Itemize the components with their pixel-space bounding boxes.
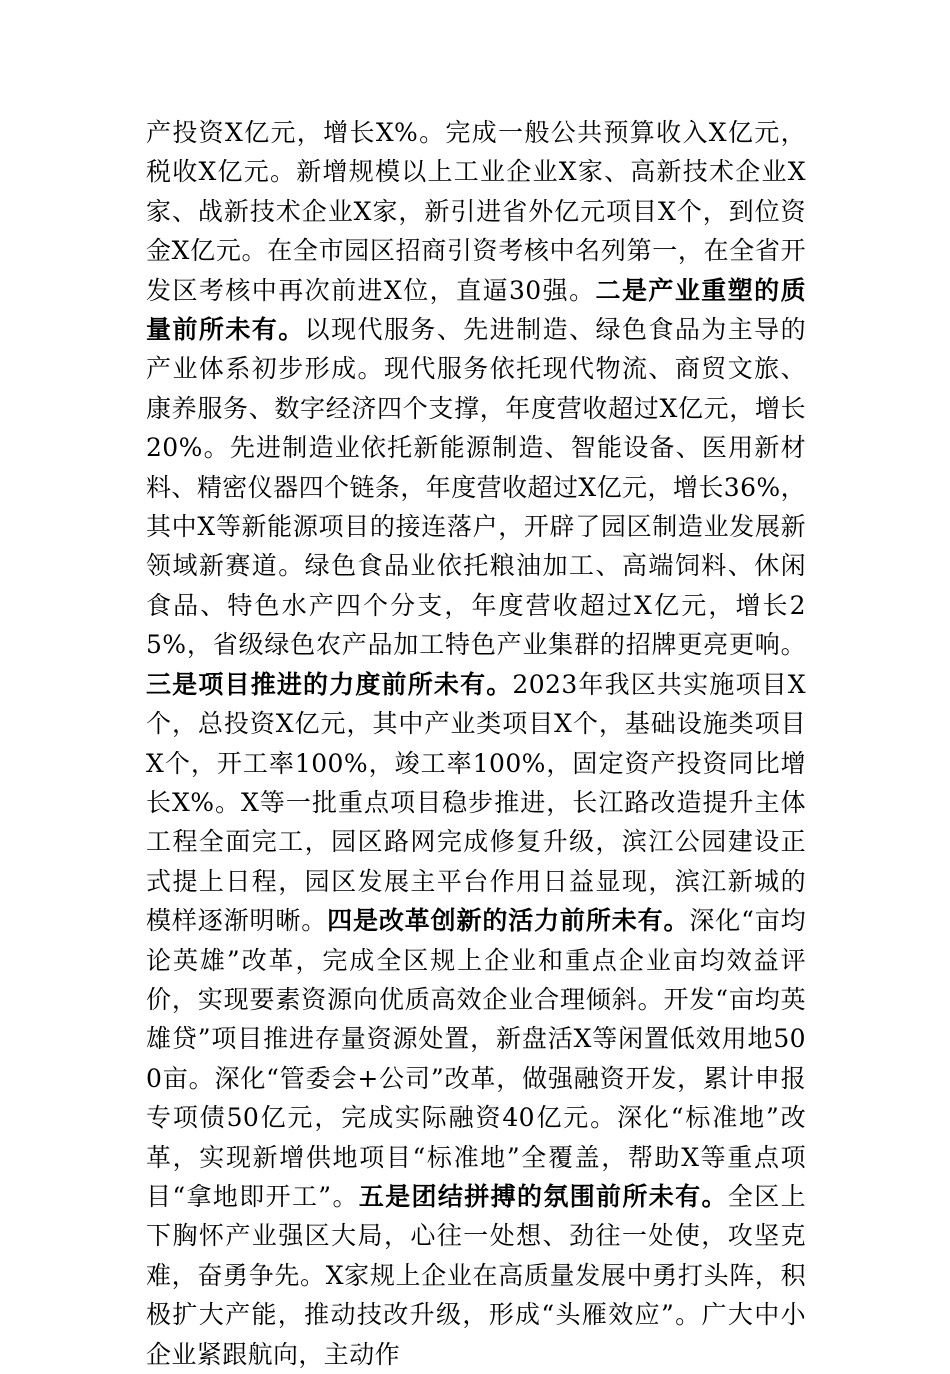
paragraph-text: 产投资X亿元，增长X%。完成一般公共预算收入X亿元，税收X亿元。新增规模以上工业企业X家、高新技术企业X家、战新技术企业X家，新引进省外亿元项目X个，到位资金X亿元。在全市园区招商引资考核中名列第一，在全省开发区考核中再次前进X位，直逼30强。 [146,118,806,305]
paragraph-text: 2023年我区共实施项目X个，总投资X亿元，其中产业类项目X个，基础设施类项目X个，开工率100%，竣工率100%，固定资产投资同比增长X%。X等一批重点项目稳步推进，长江路改造提升主体工程全面完工，园区路网完成修复升级，滨江公园建设正式提上日程，园区发展主平台作用日益显现，滨江新城的模样逐渐明晰。 [146,669,806,936]
paragraph-text: 全区上下胸怀产业强区大局，心往一处想、劲往一处使，攻坚克难，奋勇争先。X家规上企业在高质量发展中勇打头阵，积极扩大产能，推动技改升级，形成“头雁效应”。广大中小企业紧跟航向，主动作 [146,1181,806,1369]
paragraph-text: 深化“亩均论英雄”改革，完成全区规上企业和重点企业亩均效益评价，实现要素资源向优质高效企业合理倾斜。开发“亩均英雄贷”项目推进存量资源处置，新盘活X等闲置低效用地500亩。深化“管委会+公司”改革，做强融资开发，累计申报专项债50亿元，完成实际融资40亿元。深化“标准地”改革，实现新增供地项目“标准地”全覆盖，帮助X等重点项目“拿地即开工”。 [146,906,806,1211]
paragraph-text: 以现代服务、先进制造、绿色食品为主导的产业体系初步形成。现代服务依托现代物流、商贸文旅、康养服务、数字经济四个支撑，年度营收超过X亿元，增长20%。先进制造业依托新能源制造、智能设备、医用新材料、精密仪器四个链条，年度营收超过X亿元，增长36%，其中X等新能源项目的接连落户，开辟了园区制造业发展新领域新赛道。绿色食品业依托粮油加工、高端饲料、休闲食品、特色水产四个分支，年度营收超过X亿元，增长25%，省级绿色农产品加工特色产业集群的招牌更亮更响。 [146,315,806,660]
section-heading-reform: 四是改革创新的活力前所未有。 [327,906,690,936]
section-heading-projects: 三是项目推进的力度前所未有。 [146,669,513,699]
section-heading-industry: 二是产业重塑的质量前所未有。 [146,275,807,345]
section-heading-unity: 五是团结拼搏的氛围前所未有。 [358,1181,728,1211]
body-paragraph [146,113,806,1374]
